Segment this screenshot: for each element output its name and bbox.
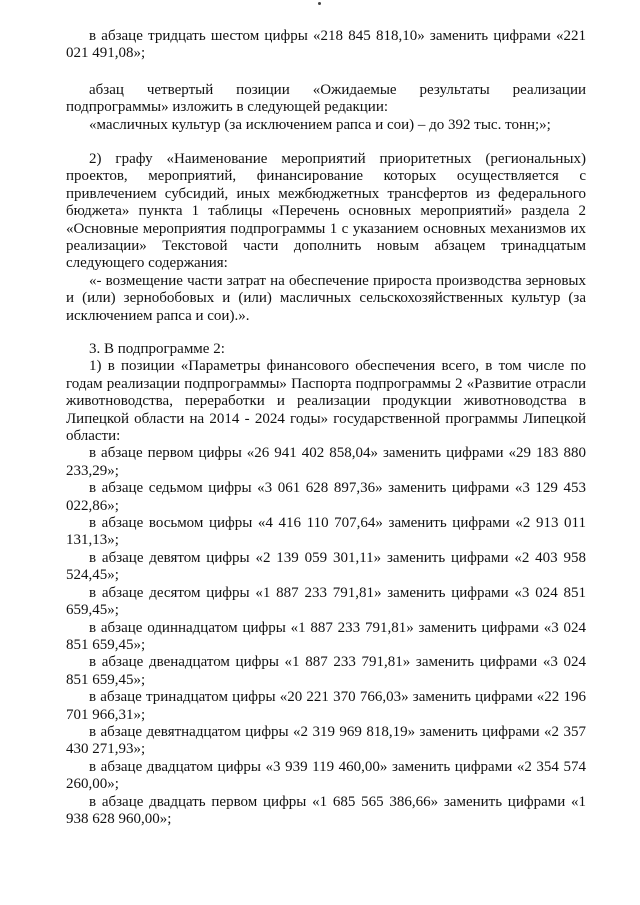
amendment-line: в абзаце девятом цифры «2 139 059 301,11» заменить цифрами «2 403 958 524,45»; bbox=[66, 549, 586, 584]
amendment-line: в абзаце двадцатом цифры «3 939 119 460,00» заменить цифрами «2 354 574 260,00»; bbox=[66, 758, 586, 793]
paragraph: «масличных культур (за исключением рапса и сои) – до 392 тыс. тонн;»; bbox=[89, 116, 551, 133]
amendment-line: в абзаце восьмом цифры «4 416 110 707,64» заменить цифрами «2 913 011 131,13»; bbox=[66, 515, 586, 549]
scan-mark bbox=[318, 2, 321, 5]
paragraph: 1) в позиции «Параметры финансового обеспечения всего, в том числе по годам реализации подпрограммы» Паспорта подпрограммы 2 «Развитие отрасли животноводства, переработки и реализации продукции животноводства в Липецкой области на 2014 - 2024 годы» государственной программы Липецкой области: bbox=[66, 358, 586, 445]
amendment-line: в абзаце седьмом цифры «3 061 628 897,36» заменить цифрами «3 129 453 022,86»; bbox=[66, 480, 586, 514]
paragraph: «- возмещение части затрат на обеспечение прироста производства зерновых и (или) зернобобовых и (или) масличных сельскохозяйственных культур (за исключением рапса и сои).». bbox=[66, 272, 586, 324]
section-heading: 3. В подпрограмме 2: bbox=[89, 341, 225, 357]
paragraph: абзац четвертый позиции «Ожидаемые результаты реализации подпрограммы» изложить в следующей редакции: bbox=[66, 82, 586, 116]
paragraph-group-1 bbox=[66, 28, 586, 63]
paragraph: в абзаце тридцать шестом цифры «218 845 818,10» заменить цифрами «221 021 491,08»; bbox=[66, 28, 586, 62]
amendment-line: в абзаце двадцать первом цифры «1 685 565 386,66» заменить цифрами «1 938 628 960,00»; bbox=[66, 793, 586, 827]
amendment-line: в абзаце первом цифры «26 941 402 858,04» заменить цифрами «29 183 880 233,29»; bbox=[66, 445, 586, 479]
paragraph: 2) графу «Наименование мероприятий приоритетных (региональных) проектов, мероприятий, финансирование которых осуществляется с привлечением субсидий, иных межбюджетных трансфертов из федерального бюджета» пункта 1 таблицы «Перечень основных мероприятий» раздела 2 «Основные мероприятия подпрограммы 1 с указанием основных механизмов их реализации» Текстовой части дополнить новым абзацем тринадцатым следующего содержания: bbox=[66, 151, 586, 272]
amendment-line: в абзаце девятнадцатом цифры «2 319 969 818,19» заменить цифрами «2 357 430 271,93»; bbox=[66, 723, 586, 758]
paragraph-group-3 bbox=[66, 151, 586, 325]
paragraph-group-4 bbox=[66, 341, 586, 828]
amendment-line: в абзаце одиннадцатом цифры «1 887 233 791,81» заменить цифрами «3 024 851 659,45»; bbox=[66, 619, 586, 653]
amendment-line: в абзаце тринадцатом цифры «20 221 370 766,03» заменить цифрами «22 196 701 966,31»; bbox=[66, 689, 586, 723]
amendment-line: в абзаце десятом цифры «1 887 233 791,81» заменить цифрами «3 024 851 659,45»; bbox=[66, 584, 586, 619]
amendment-line: в абзаце двенадцатом цифры «1 887 233 791,81» заменить цифрами «3 024 851 659,45»; bbox=[66, 654, 586, 688]
paragraph-group-2 bbox=[66, 82, 586, 134]
